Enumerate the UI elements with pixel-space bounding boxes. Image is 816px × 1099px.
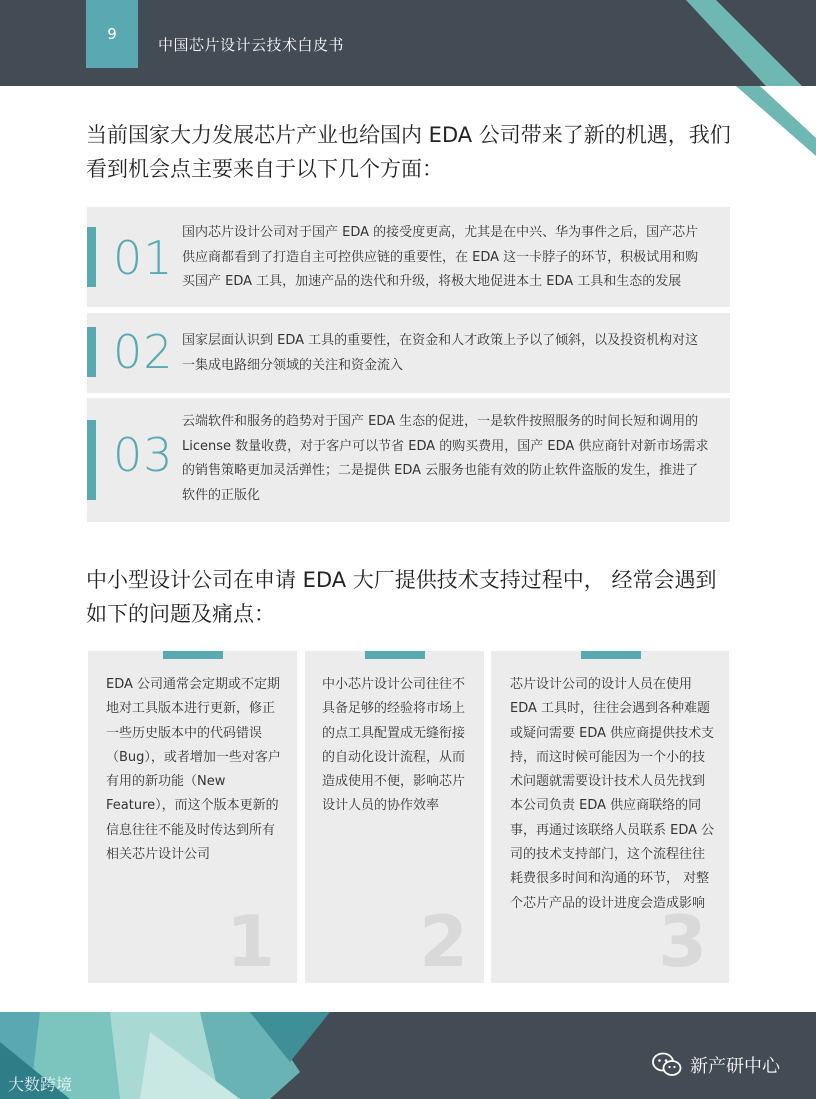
watermark: 大数跨境 xyxy=(8,1075,73,1094)
opportunity-card-1 xyxy=(87,207,730,307)
corner-stripe-decoration xyxy=(736,86,816,158)
card-number: 02 xyxy=(113,325,174,379)
card-accent-bar xyxy=(87,420,96,500)
column-text: 中小芯片设计公司往往不具备足够的经验将市场上的点工具配置成无缝衔接的自动化设计流程，从而造成使用不便，影响芯片设计人员的协作效率 xyxy=(322,677,466,814)
card-text: 国家层面认识到 EDA 工具的重要性，在资金和人才政策上予以了倾斜，以及投资机构对这一集成电路细分领域的关注和资金流入 xyxy=(182,333,699,373)
header-corner-decoration xyxy=(676,0,816,86)
section1-heading: 当前国家大力发展芯片产业也给国内 EDA 公司带来了新的机遇，我们看到机会点主要来自于以下几个方面： xyxy=(86,123,731,181)
pain-point-column-3 xyxy=(491,651,729,983)
column-accent-bar xyxy=(581,651,641,659)
card-number: 03 xyxy=(113,428,174,482)
wechat-icon xyxy=(652,1052,682,1078)
column-text: EDA 公司通常会定期或不定期地对工具版本进行更新，修正一些历史版本中的代码错误（Bug），或者增加一些对客户有用的新功能（New Feature），而这个版本更新的信息往往不能及时传达到所有相关芯片设计公司 xyxy=(106,677,281,863)
column-accent-bar xyxy=(163,651,223,659)
opportunity-card-3 xyxy=(87,398,730,522)
card-accent-bar xyxy=(87,327,96,377)
column-number: 3 xyxy=(658,901,707,983)
page-number: 9 xyxy=(86,0,138,68)
card-accent-bar xyxy=(87,227,96,287)
column-number: 2 xyxy=(419,901,468,983)
card-number: 01 xyxy=(113,231,174,285)
footer-brand xyxy=(652,1052,780,1078)
card-text: 国内芯片设计公司对于国产 EDA 的接受度更高，尤其是在中兴、华为事件之后，国产芯片供应商都看到了打造自主可控供应链的重要性，在 EDA 这一卡脖子的环节，积极试用和购买国产 EDA 工具，加速产品的迭代和升级，将极大地促进本土 EDA 工具和生态的发展 xyxy=(182,225,699,289)
pain-point-column-1 xyxy=(88,651,297,983)
opportunity-card-2 xyxy=(87,313,730,393)
column-number: 1 xyxy=(226,901,275,983)
card-text: 云端软件和服务的趋势对于国产 EDA 生态的促进，一是软件按照服务的时间长短和调用的 License 数量收费，对于客户可以节省 EDA 的购买费用，国产 EDA 供应商针对新市场需求的销售策略更加灵活弹性；二是提供 EDA 云服务也能有效的防止软件盗版的发生，推进了软件的正版化 xyxy=(182,414,709,503)
brand-name: 新产研中心 xyxy=(690,1056,780,1077)
pain-point-column-2 xyxy=(305,651,484,983)
document-title: 中国芯片设计云技术白皮书 xyxy=(158,36,345,54)
page-header xyxy=(0,0,816,86)
column-text: 芯片设计公司的设计人员在使用 EDA 工具时，往往会遇到各种难题或疑问需要 EDA 供应商提供技术支持，而这时候可能因为一个小的技术问题就需要设计技术人员先找到本公司负责 EDA 供应商联络的同事，再通过该联络人员联系 EDA 公司的技术支持部门，这个流程往往耗费很多时间和沟通的环节， 对整个芯片产品的设计进度会造成影响 xyxy=(510,677,715,911)
section2-heading: 中小型设计公司在申请 EDA 大厂提供技术支持过程中， 经常会遇到如下的问题及痛点： xyxy=(86,568,717,626)
page-footer xyxy=(0,1012,816,1099)
column-accent-bar xyxy=(365,651,425,659)
